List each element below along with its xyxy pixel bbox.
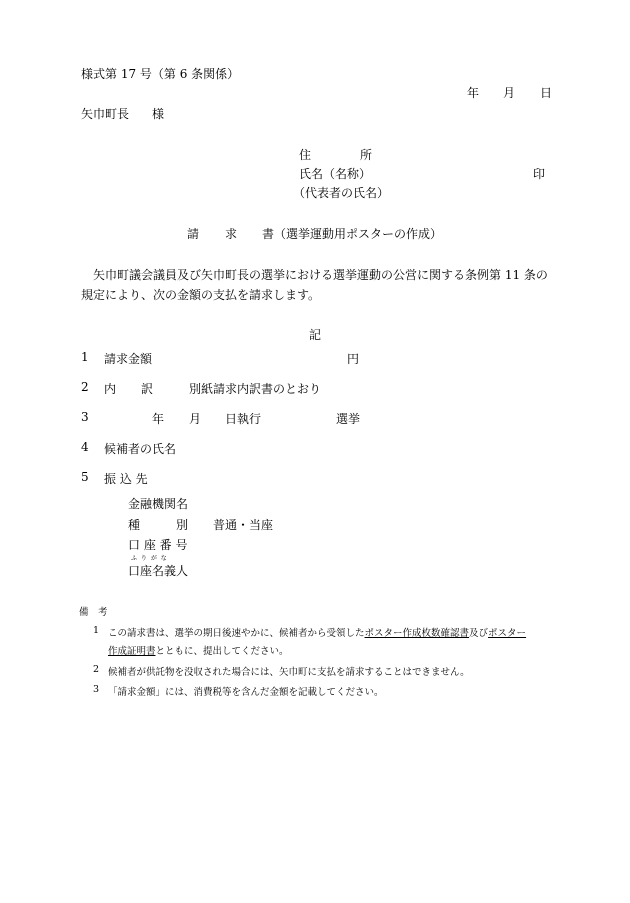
seal-label: 印 bbox=[533, 167, 546, 181]
note-3-number: 3 bbox=[93, 684, 100, 695]
title-subtitle: （選挙運動用ポスターの作成） bbox=[274, 227, 443, 241]
account-type-value: 普通・当座 bbox=[213, 518, 274, 532]
note-1-text-a: この請求書は、選挙の期日後速やかに、候補者から受領した bbox=[108, 628, 365, 639]
representative-label: （代表者の氏名） bbox=[293, 186, 390, 200]
account-holder-label: 口座名義人 bbox=[128, 564, 189, 578]
form-number: 様式第 17 号（第 6 条関係） bbox=[81, 67, 240, 81]
item-4-label: 候補者の氏名 bbox=[104, 442, 177, 456]
date-day: 日 bbox=[540, 86, 553, 100]
title-char-1: 請 bbox=[187, 227, 200, 241]
note-1-doc-2-end: 作成証明書 bbox=[108, 646, 156, 657]
name-label: 氏名（名称） bbox=[299, 167, 372, 181]
note-2-text: 候補者が供託物を没収された場合には、矢巾町に支払を請求することはできません。 bbox=[108, 667, 470, 678]
note-3-text: 「請求金額」には、消費税等を含んだ金額を記載してください。 bbox=[108, 687, 384, 698]
notes-heading: 備 考 bbox=[79, 607, 108, 618]
item-3-number: 3 bbox=[81, 410, 89, 424]
title-char-2: 求 bbox=[225, 227, 238, 241]
note-1-line-1 bbox=[108, 625, 526, 639]
account-number-label: 口 座 番 号 bbox=[128, 538, 188, 552]
item-1-unit: 円 bbox=[347, 352, 360, 366]
note-1-doc-1: ポスター作成枚数確認書 bbox=[364, 628, 470, 639]
furigana-label: ふ り が な bbox=[131, 555, 168, 562]
date-year: 年 bbox=[467, 86, 480, 100]
title-char-3: 書 bbox=[262, 227, 275, 241]
note-2-number: 2 bbox=[93, 664, 100, 675]
item-3-day: 日執行 bbox=[225, 412, 262, 426]
address-label-1: 住 bbox=[299, 148, 312, 162]
item-1-label: 請求金額 bbox=[104, 352, 153, 366]
body-line-2: 規定により、次の金額の支払を請求します。 bbox=[81, 288, 321, 302]
account-type-label-a: 種 bbox=[128, 518, 141, 532]
item-1-number: 1 bbox=[81, 350, 89, 364]
item-5-number: 5 bbox=[81, 470, 89, 484]
body-line-1: 矢巾町議会議員及び矢巾町長の選挙における選挙運動の公営に関する条例第 11 条の bbox=[93, 268, 548, 282]
bank-name-label: 金融機関名 bbox=[128, 497, 189, 511]
item-2-label-a: 内 bbox=[104, 382, 117, 396]
note-1-line-2 bbox=[108, 643, 289, 657]
note-1-doc-2-start: ポスター bbox=[488, 628, 527, 639]
account-type-label-b: 別 bbox=[176, 518, 189, 532]
item-5-label: 振 込 先 bbox=[104, 472, 148, 486]
date-month: 月 bbox=[503, 86, 516, 100]
item-3-year: 年 bbox=[152, 412, 165, 426]
item-3-month: 月 bbox=[189, 412, 202, 426]
note-1-number: 1 bbox=[93, 625, 100, 636]
address-label-2: 所 bbox=[360, 148, 373, 162]
note-1-text-c: 及び bbox=[469, 628, 489, 639]
item-2-number: 2 bbox=[81, 380, 89, 394]
note-1-text-f: とともに、提出してください。 bbox=[155, 646, 289, 657]
item-2-value: 別紙請求内訳書のとおり bbox=[189, 382, 322, 396]
item-3-election: 選挙 bbox=[336, 412, 361, 426]
addressee-honorific: 様 bbox=[152, 107, 165, 121]
item-4-number: 4 bbox=[81, 440, 89, 454]
ki-label: 記 bbox=[309, 328, 322, 342]
addressee-name: 矢巾町長 bbox=[81, 107, 130, 121]
item-2-label-b: 訳 bbox=[141, 382, 154, 396]
